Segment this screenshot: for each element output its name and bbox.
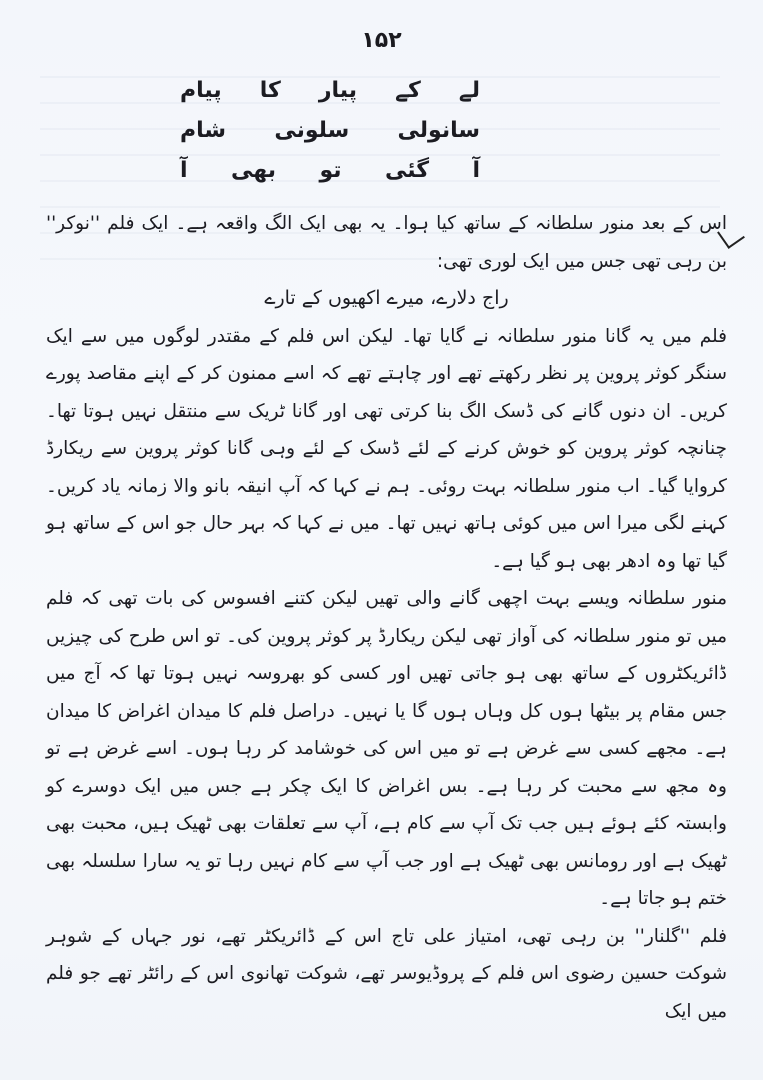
paragraph: فلم میں یہ گانا منور سلطانہ نے گایا تھا۔ لیکن اس فلم کے مقتدر لوگوں میں سے ایک سنگر کوثر پروین پر نظر رکھتے تھے اور چاہتے تھے کہ اسے ممنون کر کے اپنے مقاصد پورے کریں۔ ان دنوں گانے کی ڈسک الگ بنا کرتی تھی اور گانا ٹریک سے منتقل نہیں ہوتا تھا۔ چنانچہ کوثر پروین کو خوش کرنے کے لئے ڈسک کے لئے وہی گانا کوثر پروین سے ریکارڈ کروایا گیا۔ اب منور سلطانہ بہت روئی۔ ہم نے کہا کہ آپ انیقہ بانو والا زمانہ یاد کریں۔ کہنے لگی میرا اس میں کوئی ہاتھ نہیں تھا۔ میں نے کہا کہ بہر حال جو اس کے ساتھ ہو گیا تھا وہ ادھر بھی ہو گیا ہے۔ (46, 325, 727, 572)
song-title: راج دلارے، میرے اکھیوں کے تارے (264, 287, 509, 309)
body-text (46, 205, 727, 1030)
verse-word: سلونی (274, 118, 350, 143)
verse-line-3 (180, 158, 480, 183)
verse-word: آ (180, 158, 188, 183)
paragraph: فلم ''گلنار'' بن رہی تھی، امتیاز علی تاج اس کے ڈائریکٹر تھے، نور جہاں کے شوہر شوکت حسین رضوی اس فلم کے پروڈیوسر تھے، شوکت تھانوی اس کے رائٹر تھے جو فلم میں ایک (46, 925, 727, 1022)
verse-word: پیار (318, 78, 358, 103)
verse-word: کے (395, 78, 421, 103)
verse-word: لے (458, 78, 480, 103)
verse-word: گئی (384, 158, 430, 183)
verse-word: کا (259, 78, 281, 103)
page-number: ۱۵۲ (361, 28, 402, 53)
paragraph-intro: اس کے بعد منور سلطانہ کے ساتھ کیا ہوا۔ یہ بھی ایک الگ واقعہ ہے۔ ایک فلم ''نوکر'' بن رہی تھی جس میں ایک لوری تھی: (46, 213, 727, 272)
verse-word: تو (319, 158, 342, 183)
verse-word: آ (472, 158, 480, 183)
verse-word: بھی (230, 158, 277, 183)
verse-word: سانولی (397, 118, 480, 143)
verse-word: پیام (180, 78, 222, 103)
verse-line-1 (180, 78, 480, 103)
paragraph: منور سلطانہ ویسے بہت اچھی گانے والی تھیں لیکن کتنے افسوس کی بات تھی کہ فلم میں تو منور سلطانہ کی آواز تھی لیکن ریکارڈ پر کوثر پروین کی۔ تو اس طرح کی چیزیں ڈائریکٹروں کے ساتھ بھی ہو جاتی تھیں اور کسی کو بھروسہ نہیں ہوتا تھا کہ آج میں جس مقام پر بیٹھا ہوں کل وہاں ہوں گا یا نہیں۔ دراصل فلم کا میدان اغراض کا میدان ہے۔ مجھے کسی سے غرض ہے تو میں اس کی خوشامد کر رہا ہوں۔ اسے غرض ہے تو وہ مجھ سے محبت کر رہا ہے۔ بس اغراض کا ایک چکر ہے جس میں ایک دوسرے کو وابستہ کئے ہوئے ہیں جب تک آپ سے کام ہے، آپ سے تعلقات بھی ٹھیک ہیں، محبت بھی ٹھیک ہے اور رومانس بھی ٹھیک ہے اور جب آپ سے کام نہیں رہا تو یہ سارا سلسلہ بھی ختم ہو جاتا ہے۔ (46, 588, 727, 909)
verse-word: شام (180, 118, 227, 143)
verse-line-2 (180, 118, 480, 143)
